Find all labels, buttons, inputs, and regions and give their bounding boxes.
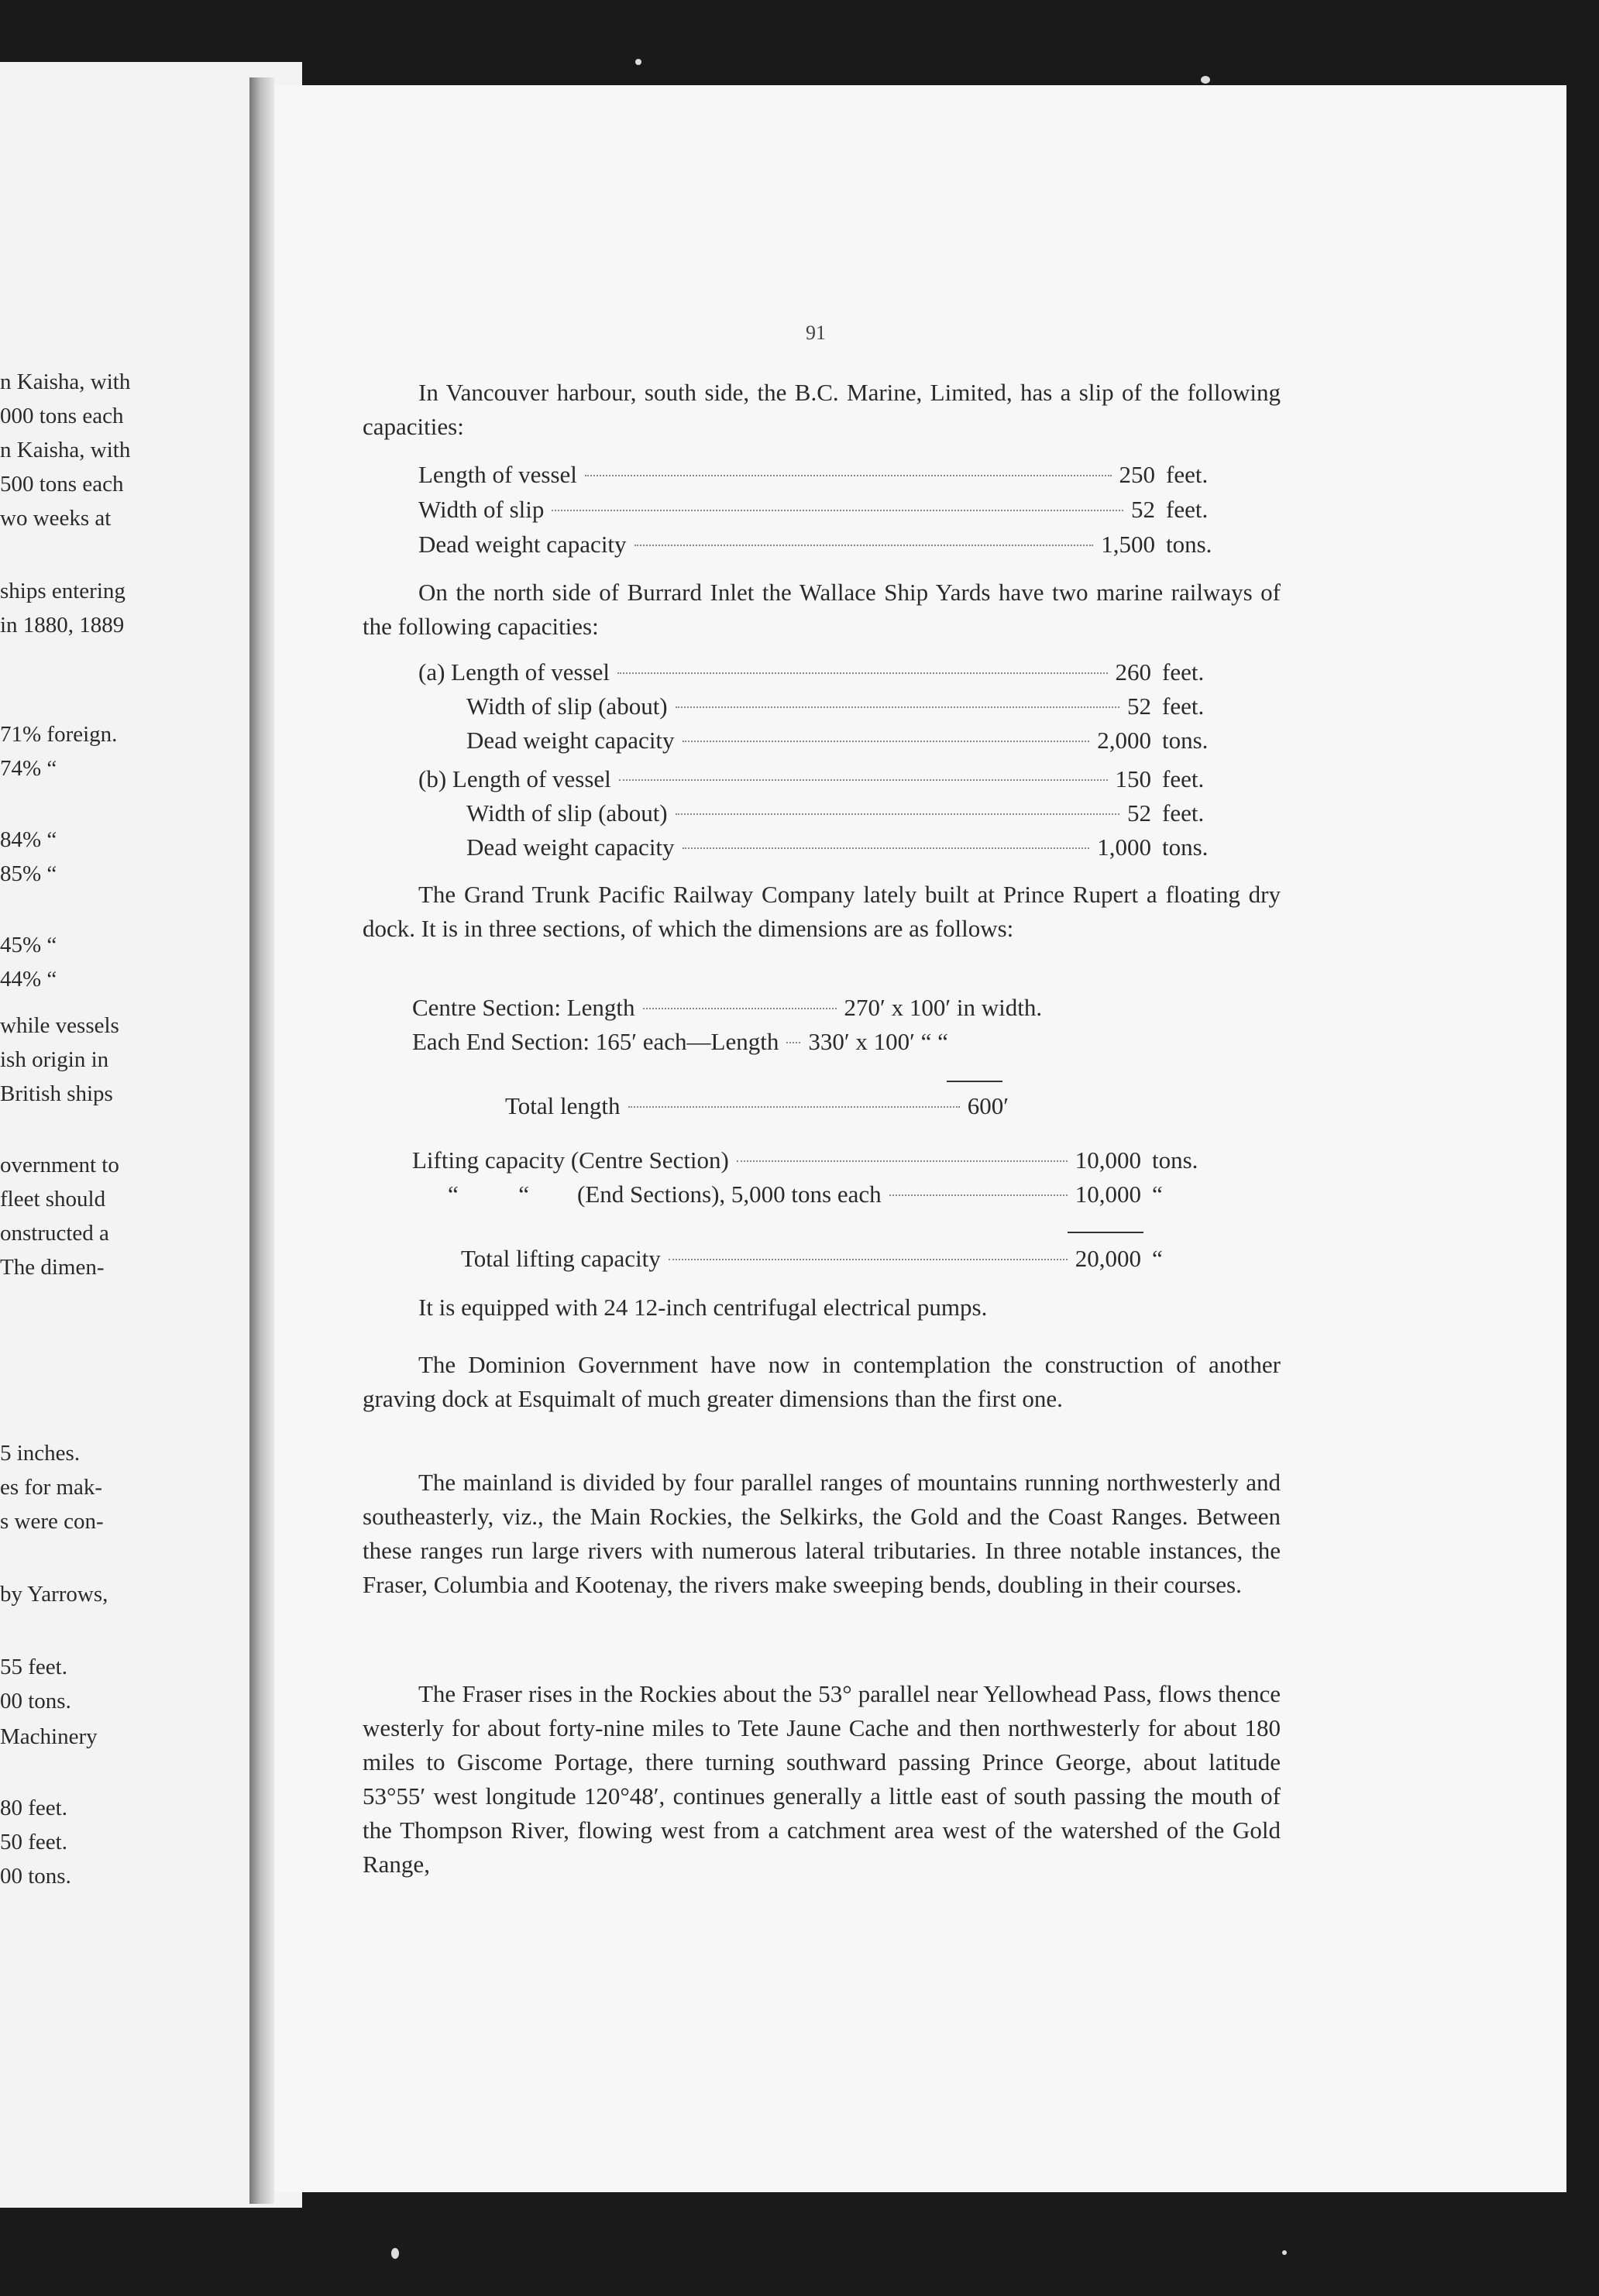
spec-label: Width of slip (about) <box>466 693 668 720</box>
spec-row <box>418 461 1236 489</box>
spec-value: 52 <box>1131 496 1155 523</box>
leader-dots <box>786 1042 800 1043</box>
spec-label: Dead weight capacity <box>418 531 627 558</box>
left-text-fragment: overnment to <box>0 1153 119 1177</box>
leader-dots <box>889 1194 1068 1196</box>
lifting-row <box>412 1146 1222 1174</box>
left-text-fragment: 00 tons. <box>0 1864 71 1889</box>
total-lifting-row <box>461 1245 1222 1273</box>
left-text-fragment: 55 feet. <box>0 1655 67 1679</box>
spec-label: Width of slip <box>418 496 545 523</box>
spec-unit: feet. <box>1162 799 1205 827</box>
spec-unit: feet. <box>1162 658 1205 686</box>
left-text-fragment: 84% “ <box>0 827 57 852</box>
spec-row <box>418 658 1232 686</box>
spec-row <box>466 834 1232 861</box>
spec-unit: tons. <box>1166 531 1212 558</box>
left-text-fragment: 00 tons. <box>0 1689 71 1713</box>
spec-row <box>466 693 1232 720</box>
left-text-fragment: The dimen- <box>0 1255 105 1280</box>
paragraph-vancouver: In Vancouver harbour, south side, the B.C. Marine, Limited, has a slip of the following capacities: <box>363 379 1281 440</box>
spec-label: Total lifting capacity <box>461 1245 661 1272</box>
spec-value: 10,000 <box>1075 1146 1141 1174</box>
spec-label: Dead weight capacity <box>466 834 675 861</box>
spec-value: 10,000 <box>1075 1181 1141 1208</box>
left-text-fragment: ish origin in <box>0 1047 109 1072</box>
leader-dots <box>683 847 1090 849</box>
leader-dots <box>676 813 1119 815</box>
spec-unit: feet. <box>1162 765 1205 792</box>
left-text-fragment: British ships <box>0 1081 113 1106</box>
leader-dots <box>737 1160 1068 1162</box>
sum-rule <box>1068 1232 1143 1233</box>
left-text-fragment: 74% “ <box>0 756 57 781</box>
spec-label: (a) Length of vessel <box>418 658 610 686</box>
left-text-fragment: n Kaisha, with <box>0 369 131 394</box>
left-text-fragment: in 1880, 1889 <box>0 613 125 638</box>
leader-dots <box>676 706 1119 708</box>
left-text-fragment: onstructed a <box>0 1221 109 1246</box>
scan-speck <box>391 2248 399 2259</box>
left-text-fragment: 500 tons each <box>0 472 124 497</box>
paragraph-burrard: On the north side of Burrard Inlet the Wallace Ship Yards have two marine railways of the following capacities: <box>363 579 1281 640</box>
leader-dots <box>628 1106 960 1108</box>
paragraph-fraser: The Fraser rises in the Rockies about the 53° parallel near Yellowhead Pass, flows thence westerly for about forty-nine miles to Tete Jaune Cache and then northwesterly for about 180 miles to Giscome Portage, there turning southward passing Prince George, about latitude 53°55′ west longitude 120°48′, continues generally a little east of south passing the mouth of the Thompson River, flowing west from a catchment area west of the watershed of the Gold Range, <box>363 1680 1281 1878</box>
paragraph-grand-trunk: The Grand Trunk Pacific Railway Company lately built at Prince Rupert a floating dry dock. It is in three sections, of which the dimensions are as follows: <box>363 881 1281 942</box>
left-text-fragment: es for mak- <box>0 1475 103 1500</box>
left-text-fragment: s were con- <box>0 1509 104 1534</box>
spec-row <box>418 765 1232 793</box>
left-text-fragment: fleet should <box>0 1187 106 1212</box>
spec-label: Total length <box>505 1092 621 1119</box>
scan-speck <box>1201 76 1210 84</box>
leader-dots <box>634 545 1094 546</box>
spec-value: 330′ x 100′ “ “ <box>808 1028 948 1055</box>
leader-dots <box>643 1008 837 1009</box>
page-gutter <box>249 77 274 2204</box>
leader-dots <box>683 741 1090 742</box>
spec-label: (b) Length of vessel <box>418 765 611 792</box>
spec-value: 260 <box>1115 658 1151 686</box>
left-text-fragment: 44% “ <box>0 967 57 992</box>
left-text-fragment: wo weeks at <box>0 506 112 531</box>
scan-speck <box>635 59 641 65</box>
spec-unit: “ <box>1152 1245 1163 1272</box>
spec-value: 150 <box>1115 765 1151 792</box>
spec-label: Lifting capacity (Centre Section) <box>412 1146 729 1174</box>
left-text-fragment: 50 feet. <box>0 1830 67 1854</box>
paragraph-dominion: The Dominion Government have now in contemplation the construction of another graving dock at Esquimalt of much greater dimensions than the first one. <box>363 1351 1281 1412</box>
leader-dots <box>669 1259 1068 1260</box>
spec-unit: tons. <box>1162 727 1209 754</box>
left-text-fragment: 5 inches. <box>0 1441 81 1466</box>
left-text-fragment: ships entering <box>0 579 126 603</box>
spec-value: 1,500 <box>1101 531 1155 558</box>
spec-row <box>466 727 1232 754</box>
spec-value: 20,000 <box>1075 1245 1141 1272</box>
left-text-fragment: 80 feet. <box>0 1796 67 1820</box>
paragraph-mainland: The mainland is divided by four parallel ranges of mountains running northwesterly and southeasterly, viz., the Main Rockies, the Selkirks, the Gold and the Coast Ranges. Between these ranges run large rivers with numerous lateral tributaries. In three notable instances, the Fraser, Columbia and Kootenay, the rivers make sweeping bends, doubling in their courses. <box>363 1469 1281 1598</box>
leader-dots <box>619 779 1108 781</box>
spec-unit: feet. <box>1166 461 1209 488</box>
left-text-fragment: by Yarrows, <box>0 1582 108 1607</box>
left-text-fragment: 45% “ <box>0 933 57 957</box>
leader-dots <box>552 510 1123 511</box>
spec-unit: tons. <box>1162 834 1209 861</box>
spec-label: Dead weight capacity <box>466 727 675 754</box>
left-text-fragment: n Kaisha, with <box>0 438 131 462</box>
spec-value: 2,000 <box>1097 727 1151 754</box>
left-text-fragment: 000 tons each <box>0 404 124 428</box>
spec-row <box>418 496 1236 524</box>
spec-label: Width of slip (about) <box>466 799 668 827</box>
spec-label: “ “ (End Sections), 5,000 tons each <box>448 1181 882 1208</box>
spec-value: 270′ x 100′ in width. <box>844 994 1043 1021</box>
pumps-line: It is equipped with 24 12-inch centrifugal electrical pumps. <box>418 1294 988 1321</box>
spec-value: 52 <box>1127 693 1151 720</box>
left-text-fragment: Machinery <box>0 1724 98 1749</box>
scan-speck <box>1282 2250 1287 2255</box>
spec-label: Centre Section: Length <box>412 994 635 1021</box>
spec-row <box>466 799 1232 827</box>
spec-unit: “ <box>1152 1181 1163 1208</box>
dock-dimension-row <box>412 1028 1233 1056</box>
sum-rule <box>947 1081 1002 1082</box>
spec-value: 250 <box>1119 461 1155 488</box>
dock-dimension-row <box>412 994 1233 1022</box>
spec-row <box>418 531 1236 559</box>
spec-value: 52 <box>1127 799 1151 827</box>
spec-label: Length of vessel <box>418 461 577 488</box>
spec-label: Each End Section: 165′ each—Length <box>412 1028 779 1055</box>
page-number: 91 <box>806 321 826 344</box>
leader-dots <box>617 672 1107 674</box>
spec-unit: tons. <box>1152 1146 1198 1174</box>
spec-value: 1,000 <box>1097 834 1151 861</box>
spec-value: 600′ <box>967 1092 1009 1119</box>
lifting-row <box>448 1181 1222 1208</box>
left-text-fragment: while vessels <box>0 1013 119 1038</box>
leader-dots <box>585 475 1112 476</box>
total-length-row <box>505 1092 1009 1120</box>
spec-unit: feet. <box>1166 496 1209 523</box>
spec-unit: feet. <box>1162 693 1205 720</box>
left-text-fragment: 85% “ <box>0 861 57 886</box>
left-text-fragment: 71% foreign. <box>0 722 118 747</box>
